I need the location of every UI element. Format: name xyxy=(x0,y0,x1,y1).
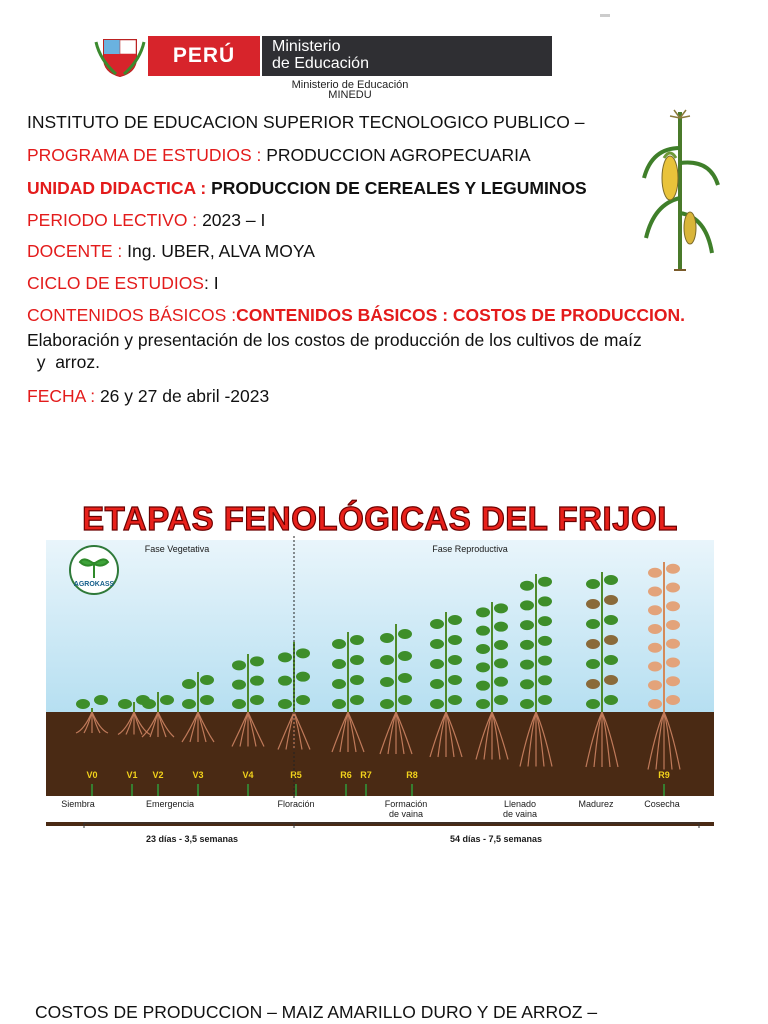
stage-code-v1: V1 xyxy=(126,770,138,780)
agrokass-logo xyxy=(70,546,118,594)
docente-value: Ing. UBER, ALVA MOYA xyxy=(127,241,315,261)
stage-code-r6: R6 xyxy=(340,770,352,780)
diagram-title: ETAPAS FENOLÓGICAS DEL FRIJOL xyxy=(82,500,678,537)
stage-code-r7: R7 xyxy=(360,770,372,780)
footer-title: COSTOS DE PRODUCCION – MAIZ AMARILLO DURO Y DE ARROZ – xyxy=(35,1002,598,1022)
ministry-line-1: Ministerio xyxy=(272,38,341,55)
programa-value: PRODUCCION AGROPECUARIA xyxy=(266,145,531,165)
stage-name-5: Madurez xyxy=(578,799,614,809)
stage-name-4: Llenado de vaina xyxy=(502,799,538,819)
stage-code-v3: V3 xyxy=(192,770,204,780)
ciclo-row xyxy=(27,273,219,294)
ministry-subtitle-line-2: MINEDU xyxy=(328,89,372,101)
stage-code-r5: R5 xyxy=(290,770,302,780)
peru-coat-of-arms-icon xyxy=(94,34,146,80)
peru-label: PERÚ xyxy=(148,36,260,76)
stage-name-6: Cosecha xyxy=(644,799,680,809)
sky-background xyxy=(46,540,714,712)
maize-plant-illustration xyxy=(640,108,720,276)
fecha-row xyxy=(27,386,269,407)
ciclo-label: CICLO DE ESTUDIOS xyxy=(27,273,204,293)
docente-label: DOCENTE : xyxy=(27,241,123,261)
stage-code-v2: V2 xyxy=(152,770,164,780)
institute-name: INSTITUTO DE EDUCACION SUPERIOR TECNOLOGICO PUBLICO – xyxy=(27,112,585,132)
description-line-2: y arroz. xyxy=(27,352,100,372)
ciclo-value: : I xyxy=(203,273,219,293)
ministry-subtitle-line-1: Ministerio de Educación xyxy=(291,79,409,91)
ministry-name xyxy=(262,36,552,76)
logo-text: AGROKASS xyxy=(73,581,115,588)
periodo-value: 2023 – I xyxy=(202,210,266,230)
stage-code-r8: R8 xyxy=(406,770,418,780)
stage-name-3: Formación de vaina xyxy=(384,799,428,819)
bean-phenology-diagram xyxy=(42,498,718,850)
phase-reproductive-label: Fase Reproductiva xyxy=(432,544,508,554)
docente-row xyxy=(27,241,315,262)
periodo-label: PERIODO LECTIVO : xyxy=(27,210,198,230)
stage-name-0: Siembra xyxy=(61,799,95,809)
description-line-1: Elaboración y presentación de los costos de producción de los cultivos de maíz xyxy=(27,330,642,350)
phase-vegetative-label: Fase Vegetativa xyxy=(144,544,210,554)
phenology-graphic xyxy=(42,498,718,850)
stage-code-v4: V4 xyxy=(242,770,254,780)
fecha-value: 26 y 27 de abril -2023 xyxy=(99,386,270,406)
page-corner-mark xyxy=(600,14,610,17)
stage-name-1: Emergencia xyxy=(145,799,195,809)
duration-vegetative: 23 días - 3,5 semanas xyxy=(145,834,239,844)
ministry-subtitle xyxy=(148,80,552,100)
programa-label: PROGRAMA DE ESTUDIOS : xyxy=(27,145,262,165)
duration-reproductive: 54 días - 7,5 semanas xyxy=(449,834,543,844)
ministry-banner xyxy=(48,22,596,100)
stage-code-v0: V0 xyxy=(86,770,98,780)
programa-row xyxy=(27,145,531,166)
stage-name-2: Floración xyxy=(277,799,315,809)
contenidos-label: CONTENIDOS BÁSICOS : xyxy=(27,305,237,325)
unidad-label: UNIDAD DIDACTICA : xyxy=(27,178,207,198)
ministry-line-2: de Educación xyxy=(272,55,369,72)
contenidos-value: CONTENIDOS BÁSICOS : COSTOS DE PRODUCCION. xyxy=(236,305,685,325)
unidad-row xyxy=(27,178,607,199)
periodo-row xyxy=(27,210,265,231)
stage-name-labels xyxy=(46,796,714,822)
contenidos-row xyxy=(27,305,685,326)
stage-code-r9: R9 xyxy=(658,770,670,780)
fecha-label: FECHA : xyxy=(27,386,96,406)
unidad-value: PRODUCCION DE CEREALES Y LEGUMINOS xyxy=(211,178,587,198)
